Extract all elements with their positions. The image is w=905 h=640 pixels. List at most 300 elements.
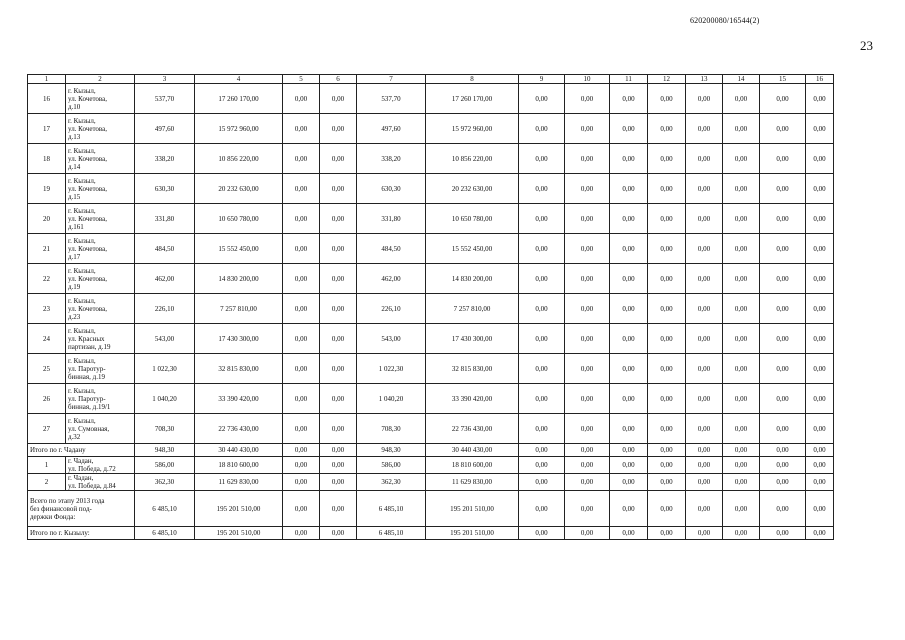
value-cell: 497,60 xyxy=(357,114,426,144)
value-cell: 0,00 xyxy=(806,474,834,491)
value-cell: 0,00 xyxy=(648,174,686,204)
value-cell: 11 629 830,00 xyxy=(426,474,519,491)
value-cell: 18 810 600,00 xyxy=(195,457,283,474)
value-cell: 708,30 xyxy=(357,414,426,444)
value-cell: 0,00 xyxy=(565,204,610,234)
value-cell: 0,00 xyxy=(806,294,834,324)
value-cell: 0,00 xyxy=(320,294,357,324)
value-cell: 0,00 xyxy=(723,264,760,294)
value-cell: 0,00 xyxy=(320,457,357,474)
column-number: 8 xyxy=(426,75,519,84)
column-number: 10 xyxy=(565,75,610,84)
column-number: 1 xyxy=(28,75,66,84)
row-number: 17 xyxy=(28,114,66,144)
total-label xyxy=(28,527,135,540)
address-line: г. Кызыл, xyxy=(68,356,96,365)
value-cell: 331,80 xyxy=(357,204,426,234)
address-line: д.14 xyxy=(68,162,81,171)
value-cell: 226,10 xyxy=(135,294,195,324)
address-line: ул. Кочетова, xyxy=(68,124,107,133)
value-cell: 0,00 xyxy=(760,84,806,114)
value-cell: 0,00 xyxy=(565,174,610,204)
value-cell: 0,00 xyxy=(686,114,723,144)
value-cell: 0,00 xyxy=(760,474,806,491)
address-line: г. Кызыл, xyxy=(68,416,96,425)
value-cell: 948,30 xyxy=(357,444,426,457)
value-cell: 14 830 200,00 xyxy=(195,264,283,294)
value-cell: 0,00 xyxy=(283,384,320,414)
value-cell: 0,00 xyxy=(610,144,648,174)
value-cell: 0,00 xyxy=(565,84,610,114)
value-cell: 0,00 xyxy=(610,354,648,384)
address-cell xyxy=(66,384,135,414)
value-cell: 0,00 xyxy=(806,264,834,294)
column-number: 2 xyxy=(66,75,135,84)
column-number: 6 xyxy=(320,75,357,84)
address-line: ул. Кочетова, xyxy=(68,184,107,193)
value-cell: 30 440 430,00 xyxy=(426,444,519,457)
table-row xyxy=(28,324,834,354)
value-cell: 32 815 830,00 xyxy=(195,354,283,384)
address-cell xyxy=(66,294,135,324)
address-line: г. Кызыл, xyxy=(68,326,96,335)
table-row xyxy=(28,114,834,144)
value-cell: 630,30 xyxy=(357,174,426,204)
table-row xyxy=(28,144,834,174)
value-cell: 195 201 510,00 xyxy=(426,527,519,540)
value-cell: 0,00 xyxy=(760,234,806,264)
value-cell: 0,00 xyxy=(565,294,610,324)
value-cell: 1 040,20 xyxy=(135,384,195,414)
value-cell: 708,30 xyxy=(135,414,195,444)
value-cell: 630,30 xyxy=(135,174,195,204)
value-cell: 10 856 220,00 xyxy=(426,144,519,174)
value-cell: 338,20 xyxy=(357,144,426,174)
row-number: 25 xyxy=(28,354,66,384)
value-cell: 543,00 xyxy=(135,324,195,354)
value-cell: 484,50 xyxy=(135,234,195,264)
address-cell xyxy=(66,474,135,491)
row-number: 23 xyxy=(28,294,66,324)
address-line: д.19 xyxy=(68,282,81,291)
value-cell: 0,00 xyxy=(648,144,686,174)
value-cell: 15 552 450,00 xyxy=(195,234,283,264)
value-cell: 0,00 xyxy=(760,174,806,204)
table-row xyxy=(28,264,834,294)
value-cell: 0,00 xyxy=(320,84,357,114)
table-row xyxy=(28,174,834,204)
value-cell: 0,00 xyxy=(723,144,760,174)
value-cell: 0,00 xyxy=(519,457,565,474)
total-label-line: держки Фонда: xyxy=(30,512,76,521)
document-id: 620200080/16544(2) xyxy=(690,16,760,25)
value-cell: 0,00 xyxy=(806,174,834,204)
value-cell: 0,00 xyxy=(648,114,686,144)
value-cell: 0,00 xyxy=(519,174,565,204)
value-cell: 0,00 xyxy=(283,204,320,234)
value-cell: 0,00 xyxy=(760,457,806,474)
value-cell: 0,00 xyxy=(283,491,320,527)
address-line: г. Кызыл, xyxy=(68,116,96,125)
value-cell: 0,00 xyxy=(283,234,320,264)
value-cell: 1 022,30 xyxy=(357,354,426,384)
value-cell: 0,00 xyxy=(565,474,610,491)
value-cell: 0,00 xyxy=(723,354,760,384)
table-row xyxy=(28,474,834,491)
row-number: 21 xyxy=(28,234,66,264)
column-number: 13 xyxy=(686,75,723,84)
table-row xyxy=(28,457,834,474)
address-cell xyxy=(66,144,135,174)
address-line: бинная, д.19 xyxy=(68,372,105,381)
value-cell: 0,00 xyxy=(519,324,565,354)
value-cell: 0,00 xyxy=(320,204,357,234)
value-cell: 0,00 xyxy=(806,324,834,354)
total-label-line: Итого по г. Кызылу: xyxy=(30,529,90,537)
value-cell: 0,00 xyxy=(519,474,565,491)
value-cell: 22 736 430,00 xyxy=(195,414,283,444)
value-cell: 484,50 xyxy=(357,234,426,264)
value-cell: 20 232 630,00 xyxy=(195,174,283,204)
address-line: г. Чадан, xyxy=(68,457,94,465)
value-cell: 586,00 xyxy=(357,457,426,474)
value-cell: 14 830 200,00 xyxy=(426,264,519,294)
address-line: ул. Паротур- xyxy=(68,394,106,403)
value-cell: 0,00 xyxy=(686,144,723,174)
value-cell: 0,00 xyxy=(806,84,834,114)
value-cell: 462,00 xyxy=(357,264,426,294)
value-cell: 195 201 510,00 xyxy=(195,491,283,527)
value-cell: 0,00 xyxy=(610,414,648,444)
value-cell: 0,00 xyxy=(686,474,723,491)
value-cell: 0,00 xyxy=(610,294,648,324)
value-cell: 0,00 xyxy=(283,474,320,491)
value-cell: 18 810 600,00 xyxy=(426,457,519,474)
value-cell: 0,00 xyxy=(320,324,357,354)
value-cell: 0,00 xyxy=(806,491,834,527)
value-cell: 0,00 xyxy=(686,457,723,474)
address-line: партизан, д.19 xyxy=(68,342,111,351)
table-row xyxy=(28,234,834,264)
value-cell: 0,00 xyxy=(648,444,686,457)
value-cell: 17 430 300,00 xyxy=(195,324,283,354)
value-cell: 0,00 xyxy=(283,527,320,540)
address-line: д.32 xyxy=(68,432,81,441)
value-cell: 0,00 xyxy=(760,354,806,384)
value-cell: 0,00 xyxy=(565,234,610,264)
value-cell: 0,00 xyxy=(648,527,686,540)
column-number: 9 xyxy=(519,75,565,84)
value-cell: 0,00 xyxy=(806,384,834,414)
address-cell xyxy=(66,414,135,444)
address-cell xyxy=(66,114,135,144)
row-number: 27 xyxy=(28,414,66,444)
value-cell: 0,00 xyxy=(320,444,357,457)
total-row xyxy=(28,491,834,527)
value-cell: 226,10 xyxy=(357,294,426,324)
address-cell xyxy=(66,264,135,294)
column-number: 4 xyxy=(195,75,283,84)
value-cell: 0,00 xyxy=(760,491,806,527)
value-cell: 0,00 xyxy=(283,324,320,354)
address-line: г. Кызыл, xyxy=(68,236,96,245)
address-line: г. Кызыл, xyxy=(68,146,96,155)
value-cell: 0,00 xyxy=(610,457,648,474)
column-number: 11 xyxy=(610,75,648,84)
address-line: ул. Паротур- xyxy=(68,364,106,373)
address-line: бинная, д.19/1 xyxy=(68,402,111,411)
value-cell: 7 257 810,00 xyxy=(426,294,519,324)
value-cell: 0,00 xyxy=(648,457,686,474)
value-cell: 362,30 xyxy=(135,474,195,491)
address-line: ул. Кочетова, xyxy=(68,154,107,163)
address-line: г. Кызыл, xyxy=(68,266,96,275)
value-cell: 0,00 xyxy=(283,354,320,384)
value-cell: 0,00 xyxy=(723,457,760,474)
address-line: д.10 xyxy=(68,102,81,111)
value-cell: 0,00 xyxy=(283,84,320,114)
value-cell: 10 650 780,00 xyxy=(195,204,283,234)
value-cell: 0,00 xyxy=(723,414,760,444)
value-cell: 0,00 xyxy=(723,294,760,324)
table-row xyxy=(28,84,834,114)
value-cell: 0,00 xyxy=(320,144,357,174)
value-cell: 0,00 xyxy=(648,384,686,414)
value-cell: 0,00 xyxy=(760,414,806,444)
value-cell: 537,70 xyxy=(135,84,195,114)
value-cell: 0,00 xyxy=(723,234,760,264)
value-cell: 0,00 xyxy=(760,444,806,457)
value-cell: 543,00 xyxy=(357,324,426,354)
value-cell: 0,00 xyxy=(610,384,648,414)
value-cell: 0,00 xyxy=(686,264,723,294)
value-cell: 0,00 xyxy=(565,114,610,144)
row-number: 1 xyxy=(28,457,66,474)
value-cell: 6 485,10 xyxy=(357,491,426,527)
value-cell: 0,00 xyxy=(610,491,648,527)
value-cell: 1 022,30 xyxy=(135,354,195,384)
value-cell: 0,00 xyxy=(760,114,806,144)
address-line: ул. Кочетова, xyxy=(68,244,107,253)
value-cell: 0,00 xyxy=(723,491,760,527)
value-cell: 537,70 xyxy=(357,84,426,114)
value-cell: 17 430 300,00 xyxy=(426,324,519,354)
total-label xyxy=(28,444,135,457)
value-cell: 0,00 xyxy=(283,144,320,174)
column-number: 7 xyxy=(357,75,426,84)
column-number: 5 xyxy=(283,75,320,84)
column-number-row xyxy=(28,75,834,84)
table-row xyxy=(28,384,834,414)
value-cell: 10 650 780,00 xyxy=(426,204,519,234)
row-number: 19 xyxy=(28,174,66,204)
value-cell: 0,00 xyxy=(760,204,806,234)
value-cell: 0,00 xyxy=(686,354,723,384)
address-cell xyxy=(66,324,135,354)
value-cell: 7 257 810,00 xyxy=(195,294,283,324)
address-line: д.13 xyxy=(68,132,81,141)
column-number: 3 xyxy=(135,75,195,84)
total-label xyxy=(28,491,135,527)
value-cell: 0,00 xyxy=(806,354,834,384)
value-cell: 0,00 xyxy=(519,384,565,414)
housing-table xyxy=(27,74,834,540)
value-cell: 0,00 xyxy=(519,144,565,174)
value-cell: 0,00 xyxy=(283,264,320,294)
address-line: г. Кызыл, xyxy=(68,386,96,395)
row-number: 16 xyxy=(28,84,66,114)
value-cell: 0,00 xyxy=(760,324,806,354)
value-cell: 0,00 xyxy=(648,324,686,354)
table-body xyxy=(28,75,834,540)
value-cell: 0,00 xyxy=(686,414,723,444)
table-row xyxy=(28,414,834,444)
value-cell: 0,00 xyxy=(723,204,760,234)
value-cell: 0,00 xyxy=(565,354,610,384)
address-line: ул. Кочетова, xyxy=(68,304,107,313)
value-cell: 0,00 xyxy=(565,491,610,527)
value-cell: 0,00 xyxy=(565,324,610,354)
value-cell: 0,00 xyxy=(760,144,806,174)
value-cell: 6 485,10 xyxy=(357,527,426,540)
table-row xyxy=(28,204,834,234)
total-row xyxy=(28,527,834,540)
value-cell: 15 972 960,00 xyxy=(195,114,283,144)
value-cell: 10 856 220,00 xyxy=(195,144,283,174)
value-cell: 33 390 420,00 xyxy=(195,384,283,414)
value-cell: 0,00 xyxy=(723,527,760,540)
total-label-line: Итого по г. Чадану xyxy=(30,446,86,454)
value-cell: 0,00 xyxy=(806,444,834,457)
value-cell: 0,00 xyxy=(806,204,834,234)
value-cell: 0,00 xyxy=(723,444,760,457)
value-cell: 0,00 xyxy=(648,264,686,294)
value-cell: 462,00 xyxy=(135,264,195,294)
value-cell: 0,00 xyxy=(723,114,760,144)
value-cell: 0,00 xyxy=(283,457,320,474)
value-cell: 0,00 xyxy=(519,84,565,114)
value-cell: 0,00 xyxy=(565,527,610,540)
value-cell: 0,00 xyxy=(320,384,357,414)
value-cell: 0,00 xyxy=(320,491,357,527)
address-cell xyxy=(66,204,135,234)
value-cell: 0,00 xyxy=(806,414,834,444)
value-cell: 0,00 xyxy=(320,264,357,294)
value-cell: 0,00 xyxy=(760,264,806,294)
address-line: г. Чадан, xyxy=(68,474,94,482)
value-cell: 0,00 xyxy=(723,474,760,491)
address-cell xyxy=(66,174,135,204)
value-cell: 0,00 xyxy=(648,414,686,444)
value-cell: 0,00 xyxy=(565,264,610,294)
value-cell: 0,00 xyxy=(686,294,723,324)
total-label-line: без финансовой под- xyxy=(30,504,92,513)
value-cell: 0,00 xyxy=(519,294,565,324)
value-cell: 32 815 830,00 xyxy=(426,354,519,384)
address-cell xyxy=(66,84,135,114)
value-cell: 33 390 420,00 xyxy=(426,384,519,414)
value-cell: 0,00 xyxy=(320,527,357,540)
address-cell xyxy=(66,354,135,384)
column-number: 12 xyxy=(648,75,686,84)
address-line: ул. Победа, д.84 xyxy=(68,482,116,490)
address-cell xyxy=(66,457,135,474)
value-cell: 0,00 xyxy=(283,114,320,144)
value-cell: 0,00 xyxy=(686,324,723,354)
column-number: 14 xyxy=(723,75,760,84)
value-cell: 20 232 630,00 xyxy=(426,174,519,204)
row-number: 24 xyxy=(28,324,66,354)
value-cell: 0,00 xyxy=(610,204,648,234)
value-cell: 0,00 xyxy=(283,174,320,204)
value-cell: 0,00 xyxy=(519,354,565,384)
address-line: г. Кызыл, xyxy=(68,206,96,215)
value-cell: 948,30 xyxy=(135,444,195,457)
page-number: 23 xyxy=(860,38,873,53)
value-cell: 0,00 xyxy=(648,204,686,234)
value-cell: 0,00 xyxy=(648,84,686,114)
address-line: д.161 xyxy=(68,222,84,231)
row-number: 20 xyxy=(28,204,66,234)
value-cell: 0,00 xyxy=(610,264,648,294)
value-cell: 0,00 xyxy=(519,527,565,540)
address-line: ул. Кочетова, xyxy=(68,214,107,223)
value-cell: 0,00 xyxy=(320,414,357,444)
value-cell: 0,00 xyxy=(648,354,686,384)
value-cell: 0,00 xyxy=(519,114,565,144)
value-cell: 0,00 xyxy=(610,324,648,354)
value-cell: 22 736 430,00 xyxy=(426,414,519,444)
value-cell: 0,00 xyxy=(565,444,610,457)
column-number: 15 xyxy=(760,75,806,84)
value-cell: 15 552 450,00 xyxy=(426,234,519,264)
value-cell: 0,00 xyxy=(686,84,723,114)
value-cell: 0,00 xyxy=(648,234,686,264)
column-number: 16 xyxy=(806,75,834,84)
value-cell: 0,00 xyxy=(648,474,686,491)
value-cell: 0,00 xyxy=(519,264,565,294)
value-cell: 0,00 xyxy=(283,294,320,324)
value-cell: 195 201 510,00 xyxy=(426,491,519,527)
value-cell: 0,00 xyxy=(760,384,806,414)
value-cell: 0,00 xyxy=(648,491,686,527)
value-cell: 0,00 xyxy=(320,174,357,204)
value-cell: 362,30 xyxy=(357,474,426,491)
value-cell: 0,00 xyxy=(610,444,648,457)
value-cell: 195 201 510,00 xyxy=(195,527,283,540)
value-cell: 497,60 xyxy=(135,114,195,144)
value-cell: 0,00 xyxy=(806,114,834,144)
address-line: ул. Красных xyxy=(68,334,105,343)
address-line: ул. Кочетова, xyxy=(68,94,107,103)
address-line: г. Кызыл, xyxy=(68,296,96,305)
value-cell: 6 485,10 xyxy=(135,527,195,540)
value-cell: 0,00 xyxy=(806,144,834,174)
value-cell: 17 260 170,00 xyxy=(426,84,519,114)
value-cell: 0,00 xyxy=(610,234,648,264)
table-row xyxy=(28,294,834,324)
address-line: ул. Кочетова, xyxy=(68,274,107,283)
value-cell: 0,00 xyxy=(565,384,610,414)
value-cell: 0,00 xyxy=(723,174,760,204)
value-cell: 0,00 xyxy=(519,491,565,527)
value-cell: 0,00 xyxy=(806,457,834,474)
value-cell: 0,00 xyxy=(320,474,357,491)
value-cell: 0,00 xyxy=(610,114,648,144)
address-line: г. Кызыл, xyxy=(68,86,96,95)
value-cell: 1 040,20 xyxy=(357,384,426,414)
total-label-line: Всего по этапу 2013 года xyxy=(30,496,105,505)
